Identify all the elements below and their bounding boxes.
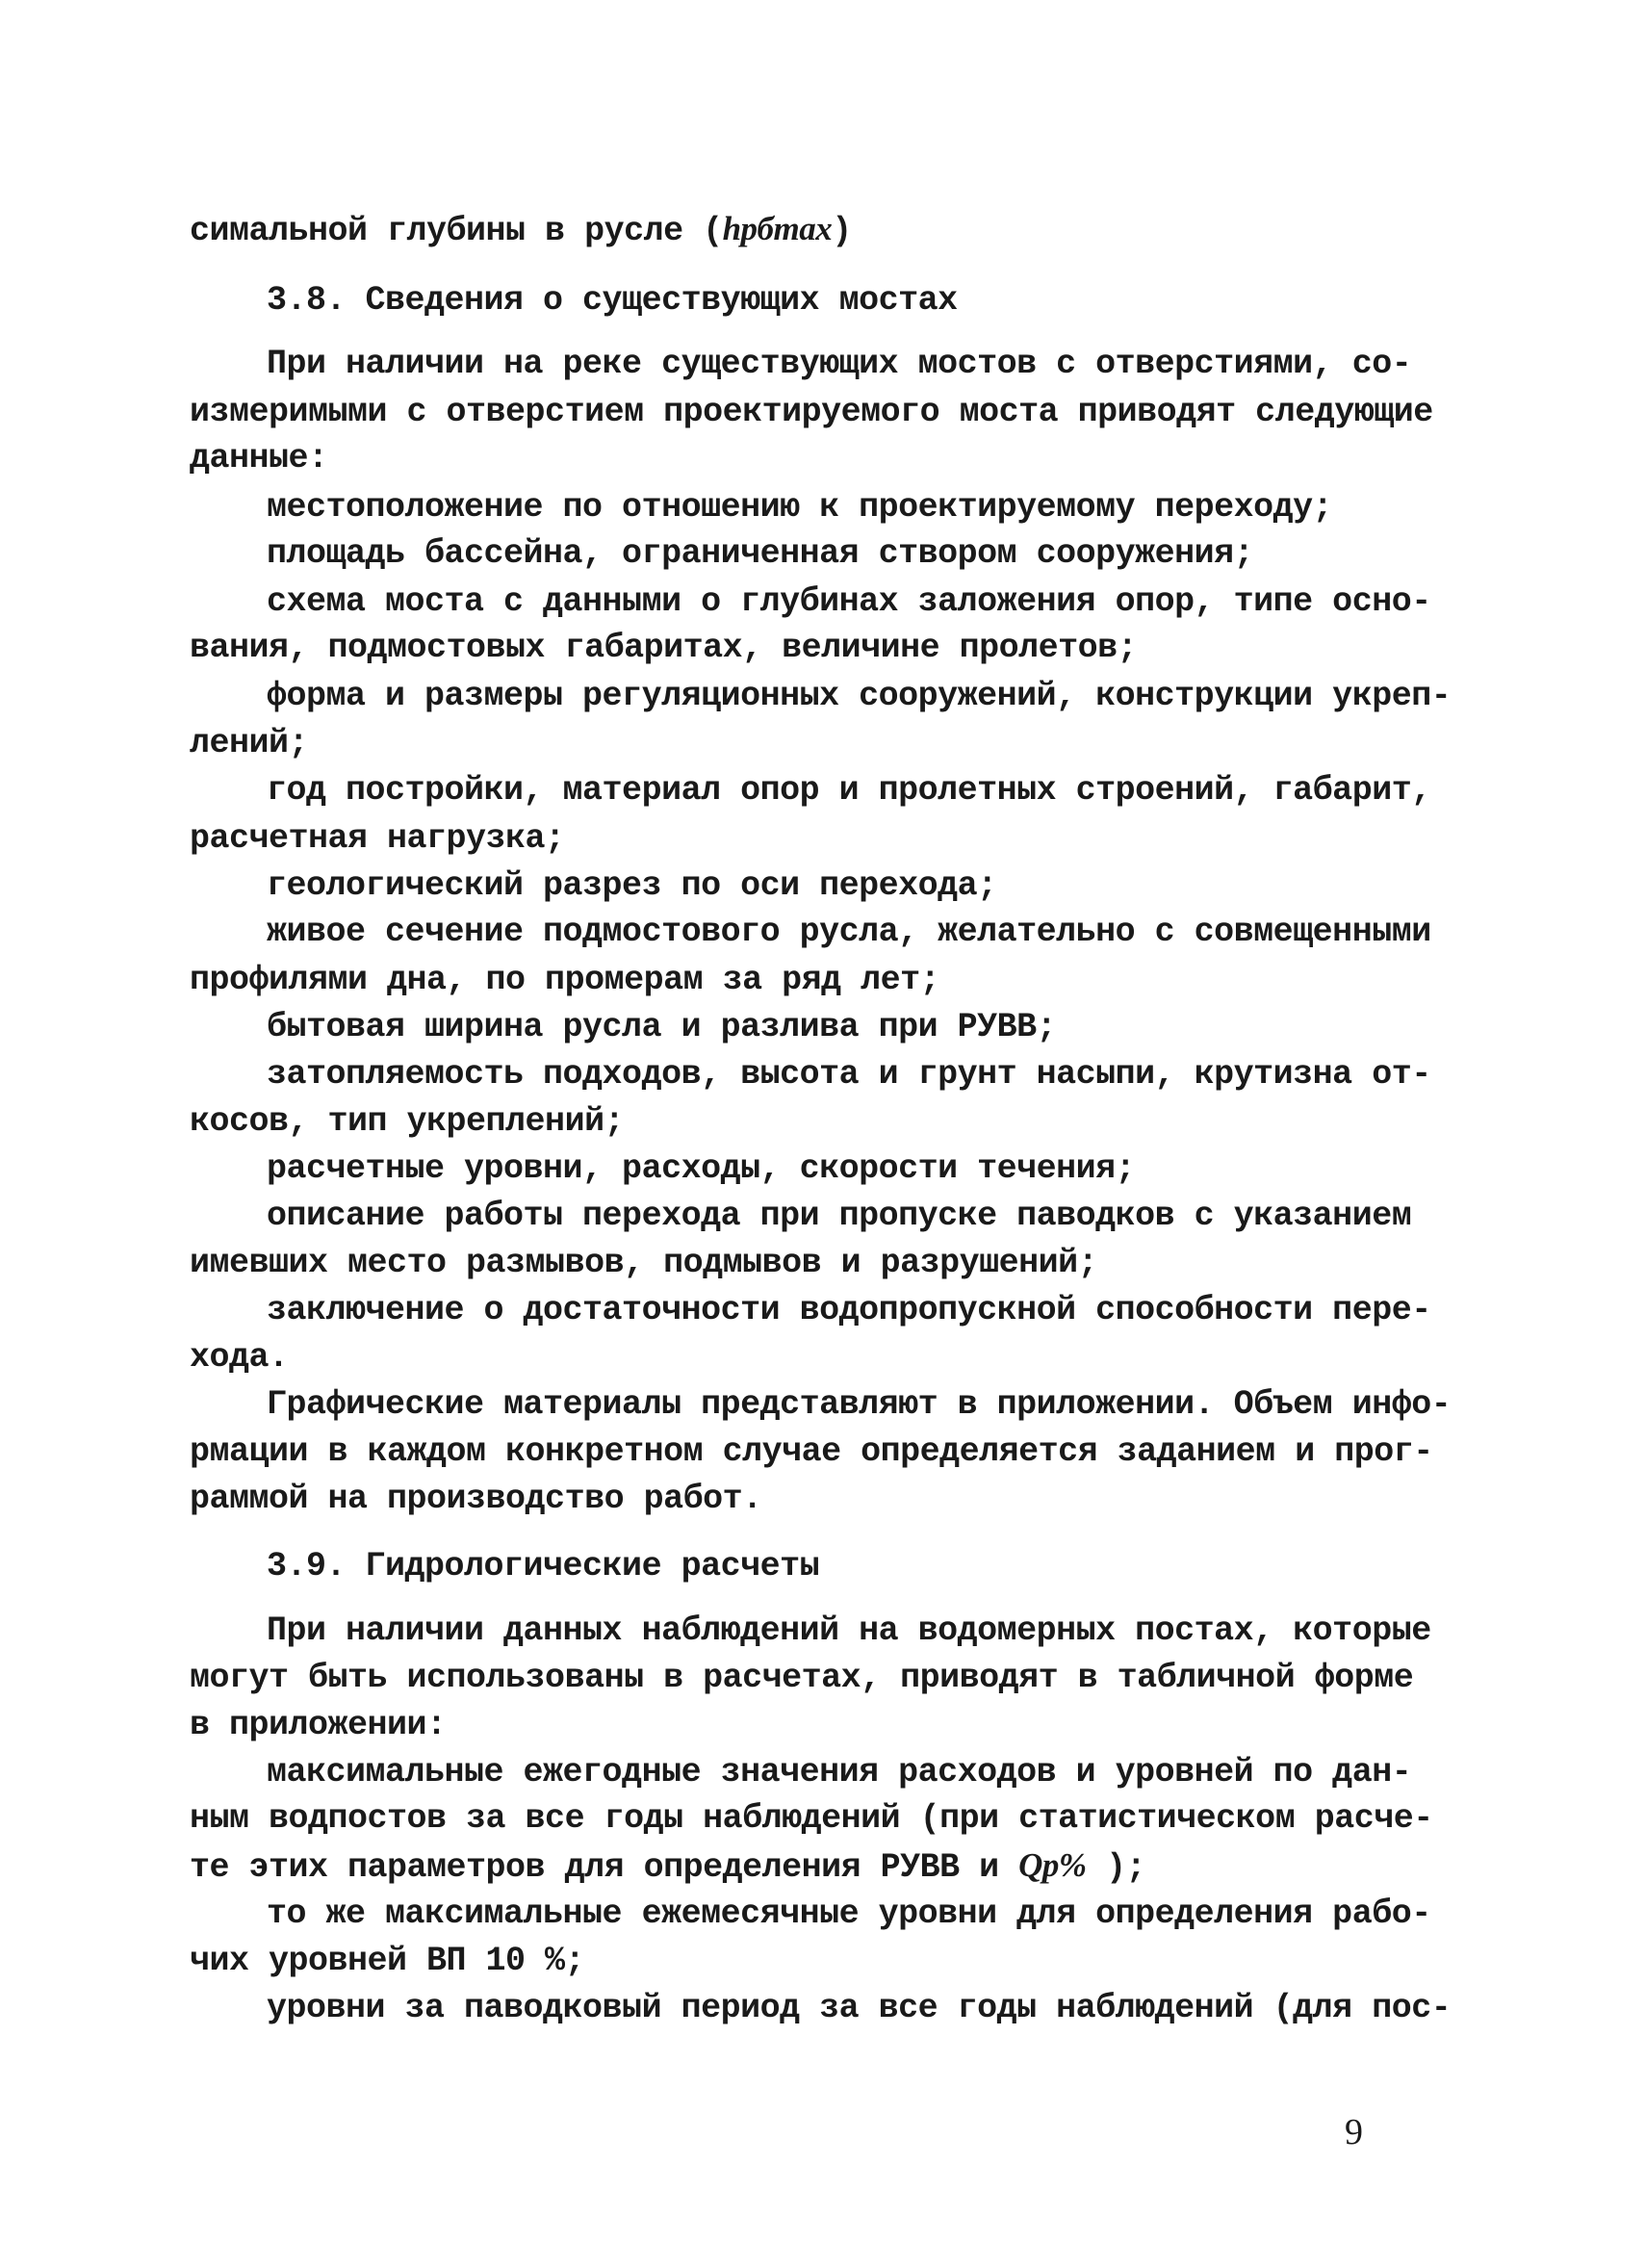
text-line: могут быть использованы в расчетах, приводят в табличной форме <box>190 1659 1414 1697</box>
text-line: лений; <box>190 724 309 762</box>
formula-h-max: hрбmax <box>722 210 833 247</box>
text-line: симальной глубины в русле (hрбmax) <box>190 210 852 250</box>
text-line: профилями дна, по промерам за ряд лет; <box>190 961 940 999</box>
list-item: затопляемость подходов, высота и грунт насыпи, крутизна от- <box>267 1055 1431 1094</box>
text-line: ным водпостов за все годы наблюдений (при статистическом расче- <box>190 1799 1433 1838</box>
list-item: геологический разрез по оси перехода; <box>267 866 997 905</box>
paragraph-line: Графические материалы представляют в приложении. Объем инфо- <box>267 1385 1452 1424</box>
list-item: расчетные уровни, расходы, скорости течения; <box>267 1149 1136 1188</box>
text-line: те этих параметров для определения РУВВ и Qр% ); <box>190 1846 1146 1887</box>
list-item: бытовая ширина русла и разлива при РУВВ; <box>267 1008 1057 1046</box>
text-line: раммой на производство работ. <box>190 1480 762 1518</box>
text-line: вания, подмостовых габаритах, величине пролетов; <box>190 629 1138 667</box>
text-line: имевших место размывов, подмывов и разрушений; <box>190 1244 1098 1282</box>
list-item: максимальные ежегодные значения расходов и уровней по дан- <box>267 1753 1412 1791</box>
section-heading-3-9: 3.9. Гидрологические расчеты <box>267 1547 820 1585</box>
list-item: то же максимальные ежемесячные уровни для определения рабо- <box>267 1894 1431 1933</box>
text-line: в приложении: <box>190 1706 447 1744</box>
text-line: чих уровней ВП 10 %; <box>190 1942 585 1980</box>
list-item: форма и размеры регуляционных сооружений, конструкции укреп- <box>267 677 1452 715</box>
list-item: местоположение по отношению к проектируемому переходу; <box>267 488 1333 527</box>
text-line: хода. <box>190 1338 289 1377</box>
text-line: измеримыми с отверстием проектируемого моста приводят следующие <box>190 393 1433 431</box>
list-item: схема моста с данными о глубинах заложения опор, типе осно- <box>267 582 1431 621</box>
text-line: рмации в каждом конкретном случае определяется заданием и прог- <box>190 1432 1433 1471</box>
list-item: год постройки, материал опор и пролетных строений, габарит, <box>267 771 1431 810</box>
list-item: площадь бассейна, ограниченная створом сооружения; <box>267 534 1254 573</box>
text-line: данные: <box>190 439 328 477</box>
text-line: косов, тип укреплений; <box>190 1102 625 1141</box>
list-item: заключение о достаточности водопропускной способности пере- <box>267 1291 1431 1329</box>
section-heading-3-8: 3.8. Сведения о существующих мостах <box>267 281 958 320</box>
list-item: описание работы перехода при пропуске паводков с указанием <box>267 1197 1412 1235</box>
page-number: 9 <box>1345 2112 1363 2152</box>
paragraph-line: При наличии данных наблюдений на водомерных постах, которые <box>267 1611 1431 1650</box>
text-line: расчетная нагрузка; <box>190 819 565 858</box>
formula-q-p: Qр% <box>1018 1846 1087 1884</box>
list-item: уровни за паводковый период за все годы наблюдений (для пос- <box>267 1989 1452 2027</box>
list-item: живое сечение подмостового русла, желательно с совмещенными <box>267 913 1431 951</box>
text-line: При наличии на реке существующих мостов с отверстиями, со- <box>267 345 1412 383</box>
